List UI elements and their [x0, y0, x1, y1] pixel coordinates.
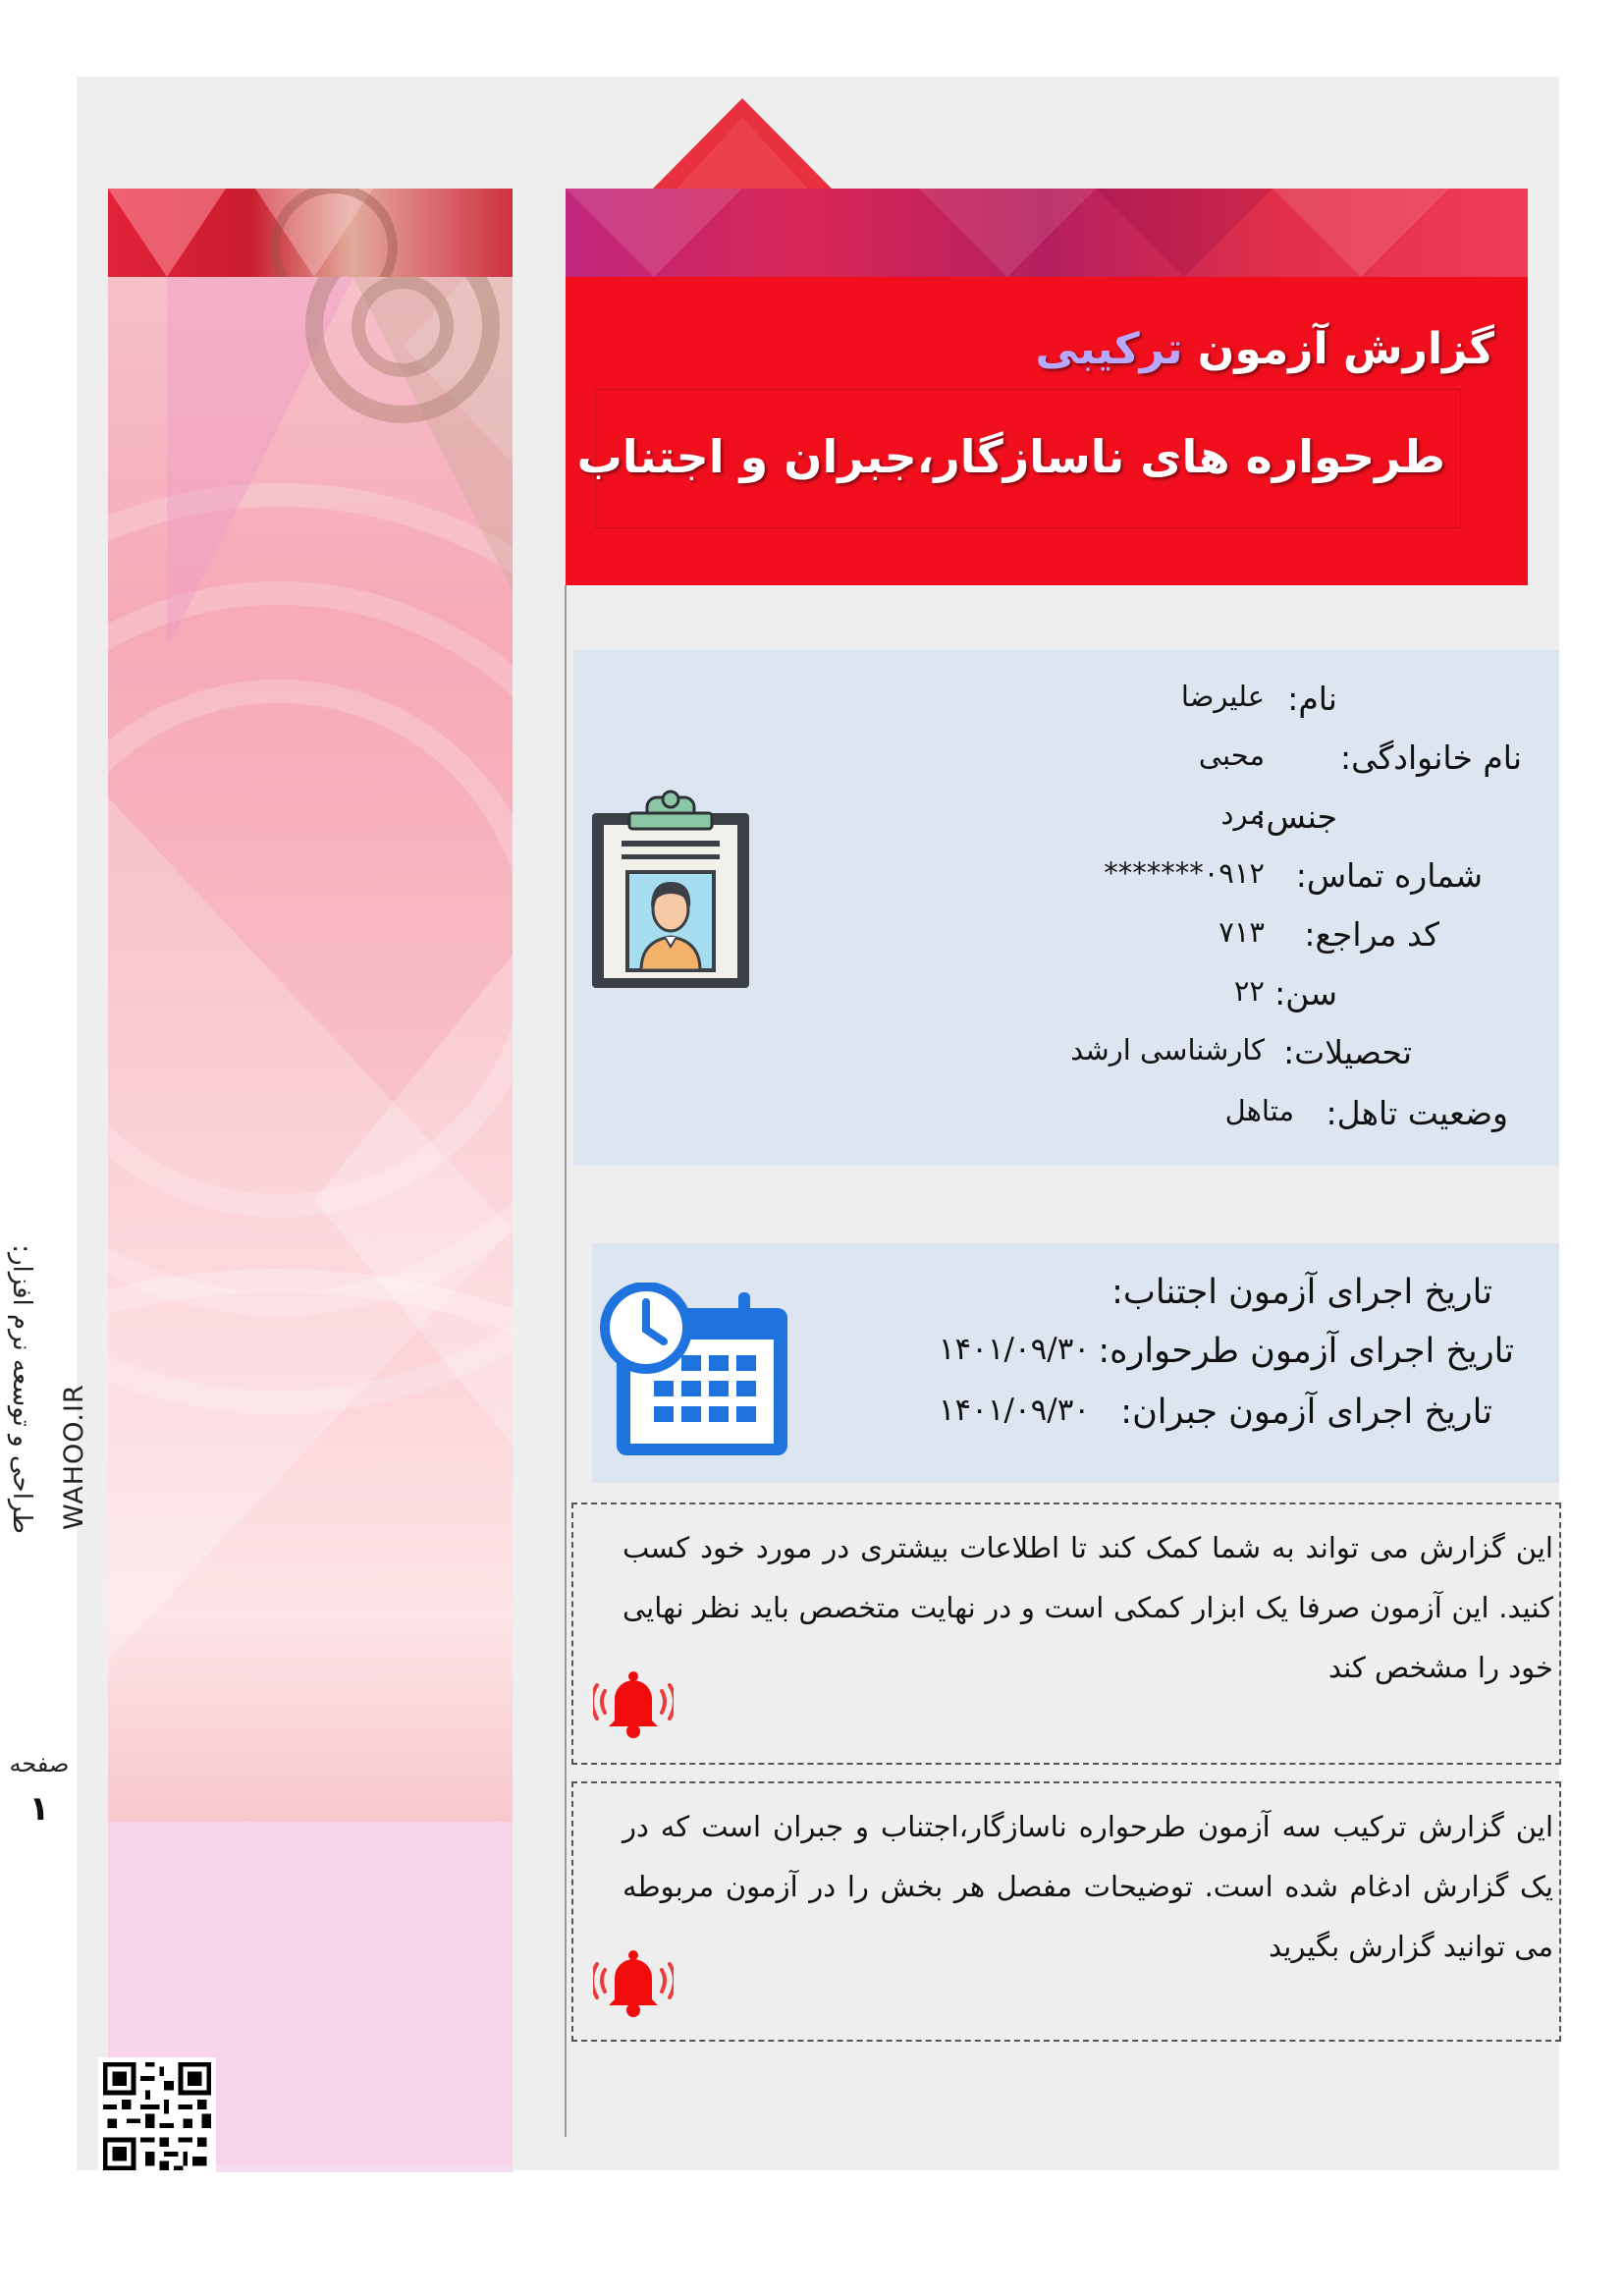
client-code-value: ۷۱۳	[1218, 915, 1265, 949]
calendar-clock-icon	[591, 1283, 791, 1459]
phone-value: ۰۹۱۲*******	[1104, 856, 1265, 890]
info-row-marital-status	[589, 1094, 1522, 1143]
header-image-band	[566, 189, 1528, 277]
age-label: سن:	[1274, 974, 1337, 1012]
info-row-last-name	[589, 738, 1522, 788]
last-name-label: نام خانوادگی:	[1339, 738, 1522, 777]
compensation-date-value: ۱۴۰۱/۰۹/۳۰	[938, 1393, 1090, 1428]
info-row-phone	[589, 856, 1522, 905]
marital-status-label: وضعیت تاهل:	[1326, 1094, 1508, 1132]
last-name-value: محبی	[1198, 738, 1265, 772]
report-subtitle: طرحواره های ناسازگار،جبران و اجتناب	[576, 430, 1445, 483]
alarm-bell-icon	[593, 1662, 674, 1740]
first-name-value: علیرضا	[1180, 680, 1265, 713]
schema-date-value: ۱۴۰۱/۰۹/۳۰	[938, 1332, 1090, 1367]
info-row-education	[589, 1033, 1522, 1082]
page-number: ۱	[28, 1789, 50, 1829]
report-title: گزارش آزمون ترکیبی	[1035, 324, 1494, 374]
report-info-text: این گزارش ترکیب سه آزمون طرحواره ناسازگار،اجتناب و جبران است که در یک گزارش ادغام شده است. توضیحات مفصل هر بخش را در آزمون مربوطه می توانید گزارش بگیرید	[623, 1810, 1553, 1963]
gender-label: جنس:	[1255, 797, 1337, 836]
date-row-avoidance	[864, 1273, 1492, 1322]
education-value: کارشناسی ارشد	[1070, 1033, 1265, 1066]
schema-date-label: تاریخ اجرای آزمون طرحواره:	[1098, 1332, 1514, 1371]
avoidance-date-label: تاریخ اجرای آزمون اجتناب:	[1111, 1273, 1492, 1312]
age-value: ۲۲	[1233, 974, 1265, 1008]
info-row-client-code	[589, 915, 1522, 964]
date-row-schema	[864, 1332, 1514, 1381]
website-link[interactable]: WAHOO.IR	[59, 1384, 89, 1530]
date-row-compensation	[864, 1393, 1492, 1442]
alarm-bell-icon	[593, 1941, 674, 2019]
developer-credit: طراحی و توسعه نرم افزار:	[7, 1244, 36, 1534]
vertical-divider	[565, 585, 567, 2137]
disclaimer-text: این گزارش می تواند به شما کمک کند تا اطلاعات بیشتری در مورد خود کسب کنید. این آزمون صرفا یک ابزار کمکی است و در نهایت متخصص باید نظر نهایی خود را مشخص کند	[623, 1531, 1553, 1684]
education-label: تحصیلات:	[1283, 1033, 1412, 1071]
gender-value: مرد	[1220, 797, 1265, 831]
info-row-first-name	[589, 680, 1522, 729]
compensation-date-label: تاریخ اجرای آزمون جبران:	[1120, 1393, 1492, 1432]
qr-code-icon	[98, 2057, 216, 2175]
info-row-age	[589, 974, 1522, 1023]
note-box-disclaimer	[571, 1503, 1561, 1765]
client-code-label: کد مراجع:	[1304, 915, 1439, 954]
marital-status-value: متاهل	[1224, 1094, 1294, 1127]
decorative-top-band	[108, 189, 513, 277]
info-row-gender	[589, 797, 1522, 847]
page-label: صفحه	[9, 1750, 70, 1777]
first-name-label: نام:	[1287, 680, 1337, 718]
report-title-accent: ترکیبی	[1035, 324, 1183, 374]
note-box-report-info	[571, 1781, 1561, 2042]
phone-label: شماره تماس:	[1295, 856, 1483, 895]
